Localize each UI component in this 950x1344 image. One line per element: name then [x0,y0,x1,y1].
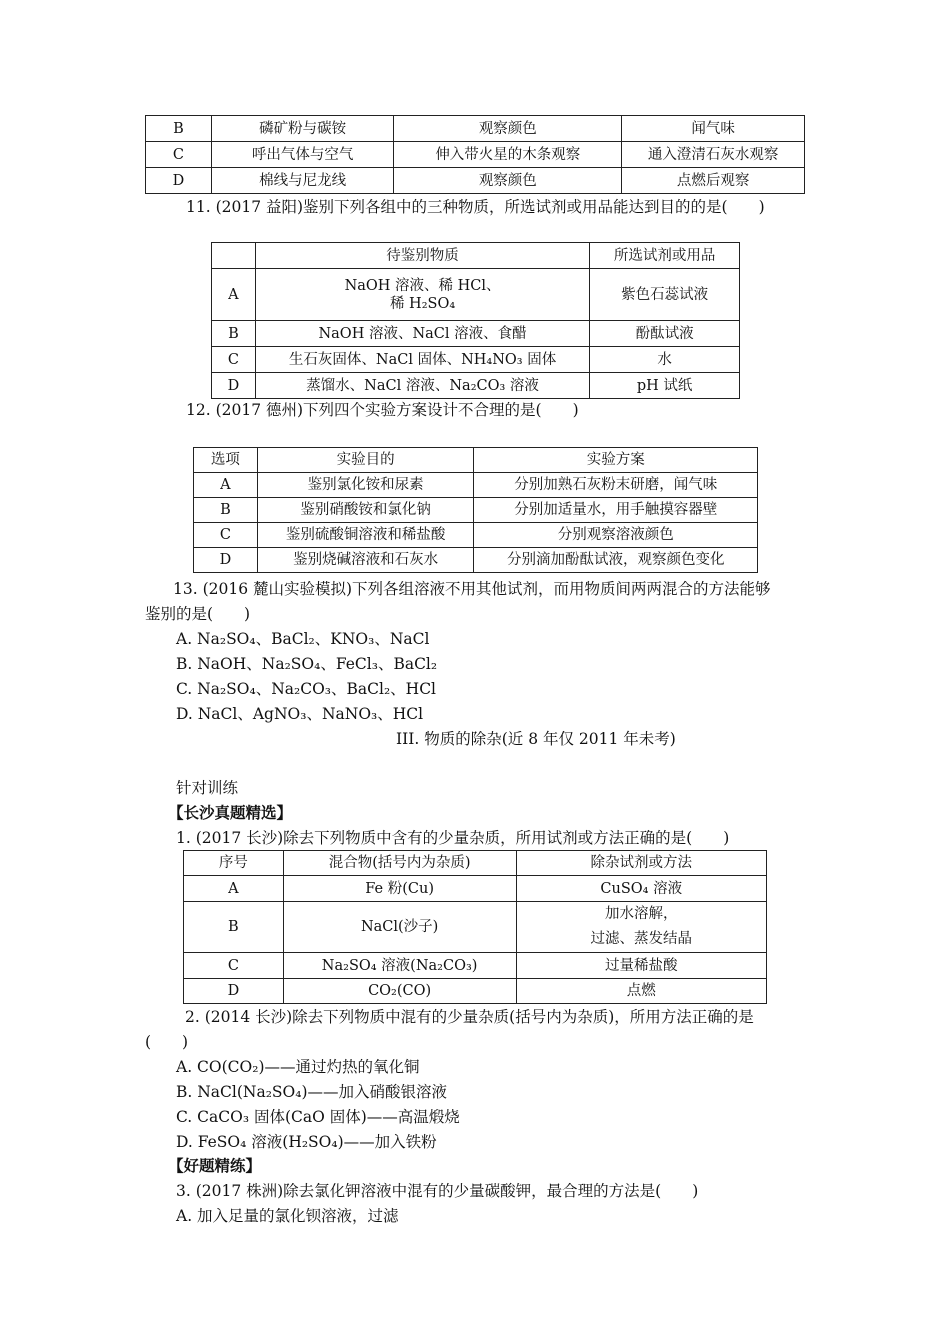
question-13-stem: 13. (2016 麓山实验模拟)下列各组溶液不用其他试剂，而用物质间两两混合的方法能够 [173,580,771,598]
question-2-stem: 2. (2014 长沙)除去下列物质中混有的少量杂质(括号内为杂质)，所用方法正确的是 [185,1008,754,1026]
question-1-stem: 1. (2017 长沙)除去下列物质中含有的少量杂质，所用试剂或方法正确的是( ) [176,829,730,847]
cell: D [212,373,256,399]
cell: C [146,142,212,168]
option-a: A. Na₂SO₄、BaCl₂、KNO₃、NaCl [176,630,430,648]
option-c: C. CaCO₃ 固体(CaO 固体)——高温煅烧 [176,1108,460,1126]
question-11-stem: 11. (2017 益阳)鉴别下列各组中的三种物质，所选试剂或用品能达到目的的是( ) [186,198,765,216]
option-d: D. NaCl、AgNO₃、NaNO₃、HCl [176,705,424,723]
cell: B [146,116,212,142]
cell: 紫色石蕊试液 [590,269,740,321]
header-cell: 实验方案 [474,448,758,473]
cell: A [194,473,258,498]
table-row [146,168,805,194]
header-cell: 待鉴别物质 [255,243,590,269]
option-b: B. NaCl(Na₂SO₄)——加入硝酸银溶液 [176,1083,448,1101]
table-header-row [194,448,758,473]
table-row [146,142,805,168]
cell: 通入澄清石灰水观察 [622,142,805,168]
table-row [194,523,758,548]
question-3-stem: 3. (2017 株洲)除去氯化钾溶液中混有的少量碳酸钾，最合理的方法是( ) [176,1182,699,1200]
training-label: 针对训练 [176,779,239,797]
cell: 呼出气体与空气 [211,142,394,168]
cell: D [184,979,284,1004]
table-q12 [193,447,758,573]
option-a: A. 加入足量的氯化钡溶液，过滤 [176,1207,399,1225]
cell: 观察颜色 [394,116,622,142]
cell: 分别滴加酚酞试液，观察颜色变化 [474,548,758,573]
table-row [194,548,758,573]
question-13-stem-cont: 鉴别的是( ) [145,605,251,623]
table-q11 [211,242,740,399]
cell [255,269,590,321]
table-row [212,321,740,347]
cell: 点燃后观察 [622,168,805,194]
option-b: B. NaOH、Na₂SO₄、FeCl₃、BaCl₂ [176,655,438,673]
header-cell [212,243,256,269]
cell: C [194,523,258,548]
cell-line: 过滤、蒸发结晶 [590,931,692,947]
table-row [146,116,805,142]
cell: 棉线与尼龙线 [211,168,394,194]
table-row [212,269,740,321]
table-row [184,876,767,902]
table-row [212,347,740,373]
cell: B [184,902,284,953]
header-cell: 选项 [194,448,258,473]
cell: 鉴别氯化铵和尿素 [257,473,474,498]
cell: 过量稀盐酸 [516,953,767,979]
changsha-header: 【长沙真题精选】 [168,803,293,822]
header-cell: 实验目的 [257,448,474,473]
cell: 生石灰固体、NaCl 固体、NH₄NO₃ 固体 [255,347,590,373]
section-heading: III. 物质的除杂(近 8 年仅 2011 年未考) [396,730,676,748]
header-cell: 除杂试剂或方法 [516,851,767,876]
cell: Fe 粉(Cu) [283,876,516,902]
table-header-row [184,851,767,876]
cell: 分别加适量水，用手触摸容器壁 [474,498,758,523]
cell: 蒸馏水、NaCl 溶液、Na₂CO₃ 溶液 [255,373,590,399]
cell: 点燃 [516,979,767,1004]
cell: 磷矿粉与碳铵 [211,116,394,142]
cell: D [194,548,258,573]
cell-line: 加水溶解， [605,906,678,922]
cell: 观察颜色 [394,168,622,194]
table-top [145,115,805,194]
practice-header: 【好题精练】 [168,1156,262,1175]
table-q1 [183,850,767,1004]
cell: 鉴别烧碱溶液和石灰水 [257,548,474,573]
cell: 鉴别硫酸铜溶液和稀盐酸 [257,523,474,548]
option-c: C. Na₂SO₄、Na₂CO₃、BaCl₂、HCl [176,680,437,698]
option-a: A. CO(CO₂)——通过灼热的氧化铜 [176,1058,420,1076]
question-2-stem-cont: ( ) [145,1033,189,1051]
cell: CO₂(CO) [283,979,516,1004]
cell: 鉴别硝酸铵和氯化钠 [257,498,474,523]
cell: B [212,321,256,347]
table-row [194,498,758,523]
cell-line: NaOH 溶液、稀 HCl、 [344,277,501,294]
cell: C [212,347,256,373]
cell [516,902,767,953]
cell: pH 试纸 [590,373,740,399]
cell: CuSO₄ 溶液 [516,876,767,902]
cell: C [184,953,284,979]
table-header-row [212,243,740,269]
cell: 酚酞试液 [590,321,740,347]
table-row [184,902,767,953]
table-row [194,473,758,498]
question-12-stem: 12. (2017 德州)下列四个实验方案设计不合理的是( ) [186,401,579,419]
cell: NaOH 溶液、NaCl 溶液、食醋 [255,321,590,347]
cell: 伸入带火星的木条观察 [394,142,622,168]
cell: 分别加熟石灰粉末研磨，闻气味 [474,473,758,498]
option-d: D. FeSO₄ 溶液(H₂SO₄)——加入铁粉 [176,1133,437,1151]
cell: 闻气味 [622,116,805,142]
table-row [184,979,767,1004]
cell: B [194,498,258,523]
cell: A [212,269,256,321]
header-cell: 序号 [184,851,284,876]
cell: 分别观察溶液颜色 [474,523,758,548]
header-cell: 所选试剂或用品 [590,243,740,269]
table-row [184,953,767,979]
header-cell: 混合物(括号内为杂质) [283,851,516,876]
table-row [212,373,740,399]
cell: NaCl(沙子) [283,902,516,953]
cell-line: 稀 H₂SO₄ [389,295,456,312]
cell: A [184,876,284,902]
cell: 水 [590,347,740,373]
cell: Na₂SO₄ 溶液(Na₂CO₃) [283,953,516,979]
cell: D [146,168,212,194]
